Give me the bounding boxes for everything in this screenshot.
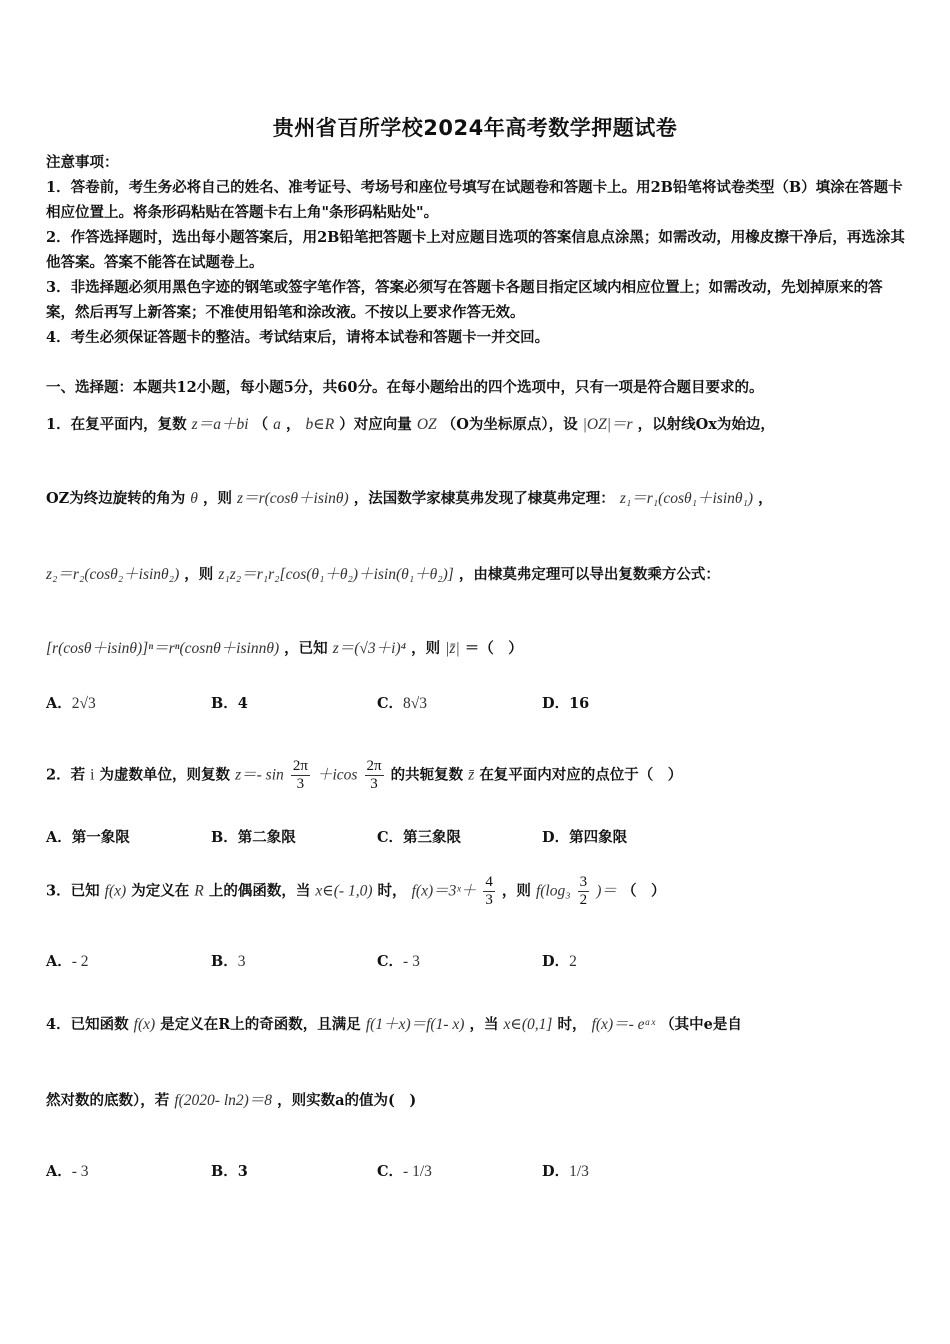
- q1-text: ＝（ ）: [464, 640, 523, 657]
- q3-line: [46, 874, 908, 909]
- option-value: - 3: [71, 1163, 89, 1180]
- q3-text: 为定义在: [131, 882, 190, 900]
- option-value: 4: [237, 695, 248, 712]
- q2-line: [46, 758, 908, 793]
- option-letter: D．: [542, 695, 570, 712]
- q4-line-1: [46, 1012, 908, 1034]
- q1-text: （: [253, 416, 269, 433]
- q2-math: z＝- sin: [235, 766, 284, 784]
- option-value: 8√3: [403, 695, 428, 712]
- q1-math: θ: [190, 490, 198, 507]
- q3-math: x∈(- 1,0): [315, 882, 373, 900]
- q2-text: 在复平面内对应的点位于（ ）: [479, 766, 683, 784]
- q1-text: ）对应向量: [339, 416, 412, 433]
- q2-text: 的共轭复数: [390, 766, 464, 784]
- q1-math: z₁z₂＝r₁r₂[cos(θ₁＋θ₂)＋isin(θ₁＋θ₂)]: [218, 566, 454, 583]
- option-letter: B．: [211, 829, 238, 846]
- option-value: 第四象限: [569, 829, 628, 846]
- option-value: 3: [237, 1163, 248, 1180]
- q1-math: z＝a＋bi: [191, 416, 249, 433]
- q1-text: ，则: [202, 490, 232, 507]
- option-value: - 3: [403, 953, 420, 970]
- option-value: 3: [237, 953, 246, 970]
- q1-math: z＝(√3＋i)⁴: [332, 640, 407, 657]
- q3-math: R: [194, 882, 204, 900]
- q4-option-d[interactable]: [542, 1160, 589, 1181]
- q2-option-d[interactable]: [542, 826, 627, 847]
- q3-option-c[interactable]: [377, 950, 420, 971]
- q1-option-a[interactable]: [46, 692, 96, 713]
- option-letter: B．: [211, 953, 238, 970]
- q4-text: ，则实数a的值为( ): [277, 1092, 417, 1109]
- q4-line-2: [46, 1088, 908, 1110]
- q3-text: 上的偶函数，当: [208, 882, 311, 900]
- q1-options: [46, 692, 906, 732]
- q3-fraction: $\frac{4}{3}$: [485, 874, 493, 908]
- q1-line-3: [46, 562, 908, 584]
- q4-math: f(x)＝- eᵃˣ: [591, 1016, 656, 1033]
- q4-math: f(x): [133, 1016, 156, 1033]
- notice-item-4: 4．考生必须保证答题卡的整洁。考试结束后，请将本试卷和答题卡一并交回。: [46, 329, 550, 346]
- q1-math: a: [273, 416, 281, 433]
- q1-option-b[interactable]: [211, 692, 248, 713]
- q1-option-d[interactable]: [542, 692, 589, 713]
- q2-option-c[interactable]: [377, 826, 461, 847]
- option-letter: B．: [211, 1163, 238, 1180]
- q4-option-c[interactable]: [377, 1160, 432, 1181]
- q3-option-a[interactable]: [46, 950, 89, 971]
- q1-line-1: [46, 412, 908, 434]
- q3-options: [46, 950, 906, 990]
- notice-item-1: 1．答卷前，考生务必将自己的姓名、准考证号、考场号和座位号填写在试题卷和答题卡上。用2B铅笔将试卷类型（B）填涂在答题卡相应位置上。将条形码粘贴在答题卡右上角"条形码粘贴处"。: [46, 179, 903, 221]
- option-letter: D．: [542, 953, 570, 970]
- option-value: - 1/3: [403, 1163, 432, 1180]
- exam-title: 贵州省百所学校2024年高考数学押题试卷: [272, 116, 678, 140]
- option-value: 第三象限: [403, 829, 462, 846]
- notice-item-3: 3．非选择题必须用黑色字迹的钢笔或签字笔作答，答案必须写在答题卡各题目指定区域内相应位置上；如需改动，先划掉原来的答案，然后再写上新答案；不准使用铅笔和涂改液。不按以上要求作答无效。: [46, 279, 883, 321]
- q4-text: （其中e是自: [660, 1016, 742, 1033]
- q2-text: 为虚数单位，则复数: [99, 766, 231, 784]
- q3-math: f(x): [104, 882, 127, 900]
- q1-line-4: [46, 636, 908, 658]
- option-letter: A．: [46, 953, 72, 970]
- option-value: 第一象限: [71, 829, 130, 846]
- q2-math: i: [90, 766, 95, 784]
- q1-text: ，法国数学家棣莫弗发现了棣莫弗定理：: [353, 490, 615, 507]
- q1-line-2: [46, 486, 908, 508]
- q4-option-a[interactable]: [46, 1160, 89, 1181]
- q1-text: ，则: [411, 640, 441, 657]
- option-letter: D．: [542, 1163, 570, 1180]
- q1-text: OZ为终边旋转的角为: [46, 490, 186, 507]
- q1-math: |z̄|: [445, 640, 460, 657]
- option-letter: D．: [542, 829, 570, 846]
- q4-text: 是定义在R上的奇函数，且满足: [160, 1016, 361, 1033]
- q3-text: 3．已知: [46, 882, 100, 900]
- q1-math: z₂＝r₂(cosθ₂＋isinθ₂): [46, 566, 180, 583]
- notice-block: [46, 150, 906, 350]
- q1-text: ，: [758, 490, 773, 507]
- q1-math: z₁＝r₁(cosθ₁＋isinθ₁): [619, 490, 754, 507]
- q3-math: f(x)＝3ˣ＋: [411, 882, 477, 900]
- q3-text: 时，: [377, 882, 407, 900]
- q4-text: 时，: [557, 1016, 587, 1033]
- q1-text: ，由棣莫弗定理可以导出复数乘方公式：: [458, 566, 720, 583]
- q1-text: ，以射线Ox为始边，: [637, 416, 775, 433]
- option-letter: B．: [211, 695, 238, 712]
- q1-math: z＝r(cosθ＋isinθ): [237, 490, 349, 507]
- q4-text: ，当: [469, 1016, 499, 1033]
- q1-math: b∈R: [305, 416, 335, 433]
- q1-math: [r(cosθ＋isinθ)]ⁿ＝rⁿ(cosnθ＋isinnθ): [46, 640, 280, 657]
- q4-options: [46, 1160, 906, 1200]
- section-heading: 一、选择题：本题共12小题，每小题5分，共60分。在每小题给出的四个选项中，只有一项是符合题目要求的。: [46, 379, 764, 396]
- option-value: - 2: [71, 953, 89, 970]
- q2-fraction: $\frac{2\pi}{3}$: [366, 758, 382, 792]
- q1-text: ，已知: [284, 640, 328, 657]
- q2-text: 2．若: [46, 766, 86, 784]
- q1-math: OZ: [416, 416, 437, 433]
- option-letter: A．: [46, 695, 72, 712]
- option-value: 16: [569, 695, 590, 712]
- q1-text: 1．在复平面内，复数: [46, 416, 187, 433]
- q3-math: f(log₃: [535, 882, 571, 900]
- notice-heading: 注意事项：: [46, 154, 119, 171]
- q4-math: f(2020- ln2)＝8: [174, 1092, 273, 1109]
- q3-option-d[interactable]: [542, 950, 577, 971]
- q4-option-b[interactable]: [211, 1160, 248, 1181]
- q2-math: ＋icos: [316, 766, 358, 784]
- option-letter: C．: [377, 1163, 404, 1180]
- notice-item-2: 2．作答选择题时，选出每小题答案后，用2B铅笔把答题卡上对应题目选项的答案信息点涂黑；如需改动，用橡皮擦干净后，再选涂其他答案。答案不能答在试题卷上。: [46, 229, 905, 271]
- option-value: 1/3: [569, 1163, 589, 1180]
- option-letter: C．: [377, 695, 404, 712]
- q2-options: [46, 826, 906, 866]
- option-value: 2√3: [71, 695, 96, 712]
- q3-option-b[interactable]: [211, 950, 246, 971]
- q1-text: （O为坐标原点），设: [441, 416, 578, 433]
- q4-text: 4．已知函数: [46, 1016, 129, 1033]
- option-letter: C．: [377, 953, 404, 970]
- q2-option-a[interactable]: [46, 826, 130, 847]
- q3-math: )＝: [596, 882, 617, 900]
- q3-text: （ ）: [621, 882, 666, 900]
- q4-math: x∈(0,1]: [503, 1016, 553, 1033]
- q1-text: ，: [285, 416, 301, 433]
- q2-fraction: $\frac{2\pi}{3}$: [292, 758, 308, 792]
- q3-text: ，则: [501, 882, 531, 900]
- option-letter: A．: [46, 1163, 72, 1180]
- option-letter: C．: [377, 829, 404, 846]
- q1-option-c[interactable]: [377, 692, 427, 713]
- option-letter: A．: [46, 829, 72, 846]
- q4-math: f(1＋x)＝f(1- x): [365, 1016, 465, 1033]
- q2-math: z̄: [468, 766, 475, 784]
- option-value: 第二象限: [237, 829, 296, 846]
- q1-text: ，则: [184, 566, 214, 583]
- q3-fraction: $\frac{3}{2}$: [579, 874, 588, 908]
- option-value: 2: [569, 953, 577, 970]
- q1-math: |OZ|＝r: [582, 416, 633, 433]
- q4-text: 然对数的底数），若: [46, 1092, 170, 1109]
- q2-option-b[interactable]: [211, 826, 296, 847]
